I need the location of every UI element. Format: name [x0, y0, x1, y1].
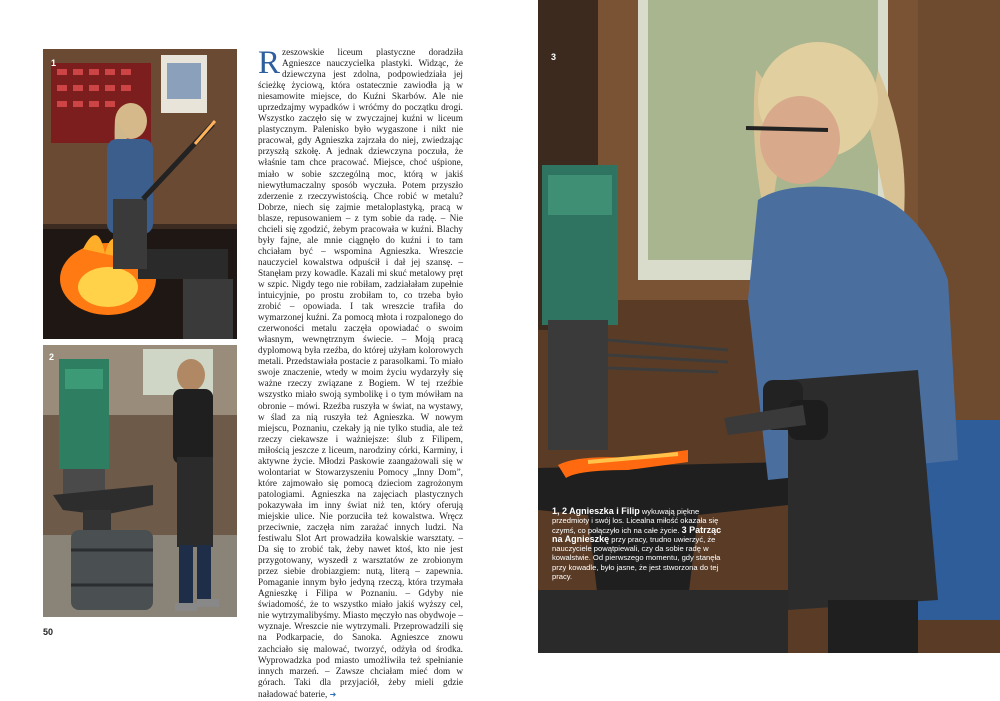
caption-text-1-2: wykuwają piękne przedmioty i swój los. Licealna miłość okazała się czymś, co połączyło ich na całe życie. — [552, 507, 719, 535]
caption-ref-3: 3 Patrząc na Agnieszkę — [552, 524, 722, 544]
article-text: zeszowskie liceum plastyczne doradziła Agnieszce nauczycielka plastyki. Widząc, że dziewczyna jest zdolna, podpowiedziała jej ścieżkę życiową, która ostatecznie zawiodła ją w niesamowite miejsce, do Kuźni Skarbów. Ale nie uprzedzajmy wypadków i wróćmy do początku drogi. Wszystko zaczęło się w zwyczajnej kuźni w liceum plastycznym. Palenisko było wygaszone i nikt nie pracował, gdy Agnieszka zajrzała do niej, zwiedzając przyszłą szkołę. A jednak dziewczyna poczuła, że właśnie tam chce pracować. Miejsce, choć uśpione, miało w sobie szczególną moc, którą w jakiś niewytłumaczalny sposób wyczuła. Potem przyszło zderzenie z rzeczywistością. Chce robić w metalu? Dobrze, niech się zajmie metaloplastyką, pracą w blasze, repusowaniem – z tym sobie da radę. – Nie chcieli się zgodzić, żebym pracowała w kuźni. Blachy były fajne, ale mnie ciągnęło do kuźni i to tam chciałam być – wspomina Agnieszka. Wreszcie nauczyciel kowalstwa odpuścił i dał jej szansę. – Stanęłam przy kowadle. Kazali mi skuć metalowy pręt w szpic. Nigdy tego nie robiłam, zadziałałam zupełnie intuicyjnie, po prostu zrobiłam to, co trzeba było zrobić – opowiada. I tak wreszcie trafiła do wymarzonej kuźni. Za pomocą młota i rozpalonego do czerwoności metalu zaczęła opowiadać o swoim własnym, wewnętrznym świecie. – Moją pracą dyplomową była rzeźba, do której użyłam kolorowych metali. Przedstawiała postacie z parasolkami. To miało swoje znaczenie, wtedy w moim życiu wydarzyły się ważne rzeczy związane z Bogiem. W tej rzeźbie wszystko miało swoją symbolikę i o tym mówiłam na obronie – mówi. Rzeźba ruszyła w świat, na wystawy, w ślad za nią ruszyła też Agnieszka. W nowym miejscu, Poznaniu, czekały ją nie tylko studia, ale też rzeczy ciekawsze i ważniejsze: ślub z Filipem, miłością jeszcze z liceum, narodziny córki, Karminy, i aktywne życie. Młodzi Paskowie zaangażowali się w wolontariat w Stowarzyszeniu Pomocy „Inny Dom”, które zajmowało się pomocą dzieciom zagrożonym patologiami. Agnieszka na zajęciach plastycznych pokazywała im inny świat niż ten, który oferują miejskie ulice. Nie porzuciła też kowalstwa. Wręcz przeciwnie, zaczęła nim zarażać innych ludzi. Na festiwalu Slot Art prowadziła kowalskie warsztaty. – Da się to zrobić tak, żeby nawet ktoś, kto nie jest przygotowany, wyszedł z warsztatów ze zrobionym przez siebie drobiazgiem: nutą, literą – zapewnia. Pomaganie innym było jedyną rzeczą, która trzymała Agnieszkę i Filipa w Poznaniu. – Gdyby nie świadomość, że to wszystko miało jakiś wyższy cel, nie wytrzymalibyśmy. Miasto męczyło nas obydwoje – wyznaje. Wreszcie nie wytrzymali. Przeprowadzili się na Podkarpacie, do Sanoka. Agnieszce znowu zachciało się malować, tworzyć, odżyła od środka. Wyprowadzka pod miasto umożliwiła też spełnianie innych marzeń. – Zawsze chciałam mieć dom w górach. Taki dla przyjaciół, żeby mieli gdzie naładować baterie, — [258, 48, 463, 700]
figure-number: 3 — [551, 52, 557, 62]
photo-1-forge — [43, 49, 237, 339]
caption-text-3: przy pracy, trudno uwierzyć, że nauczyciele powątpiewali, czy da sobie radę w kowalstwie. Od pierwszego momentu, gdy stanęła przy kowadle, było jasne, że jest stworzona do tej pracy. — [552, 534, 721, 582]
photo-caption — [552, 507, 724, 581]
figure-number: 1 — [51, 58, 57, 68]
drop-cap: R — [258, 45, 281, 81]
article-paragraph — [258, 45, 463, 701]
figure-number: 2 — [49, 352, 55, 362]
continue-arrow-icon: ➜ — [329, 689, 337, 699]
photo-2-anvil — [43, 345, 237, 617]
caption-ref-1-2: 1, 2 Agnieszka i Filip — [552, 506, 640, 516]
page-number: 50 — [43, 627, 54, 637]
article-body — [258, 45, 463, 701]
